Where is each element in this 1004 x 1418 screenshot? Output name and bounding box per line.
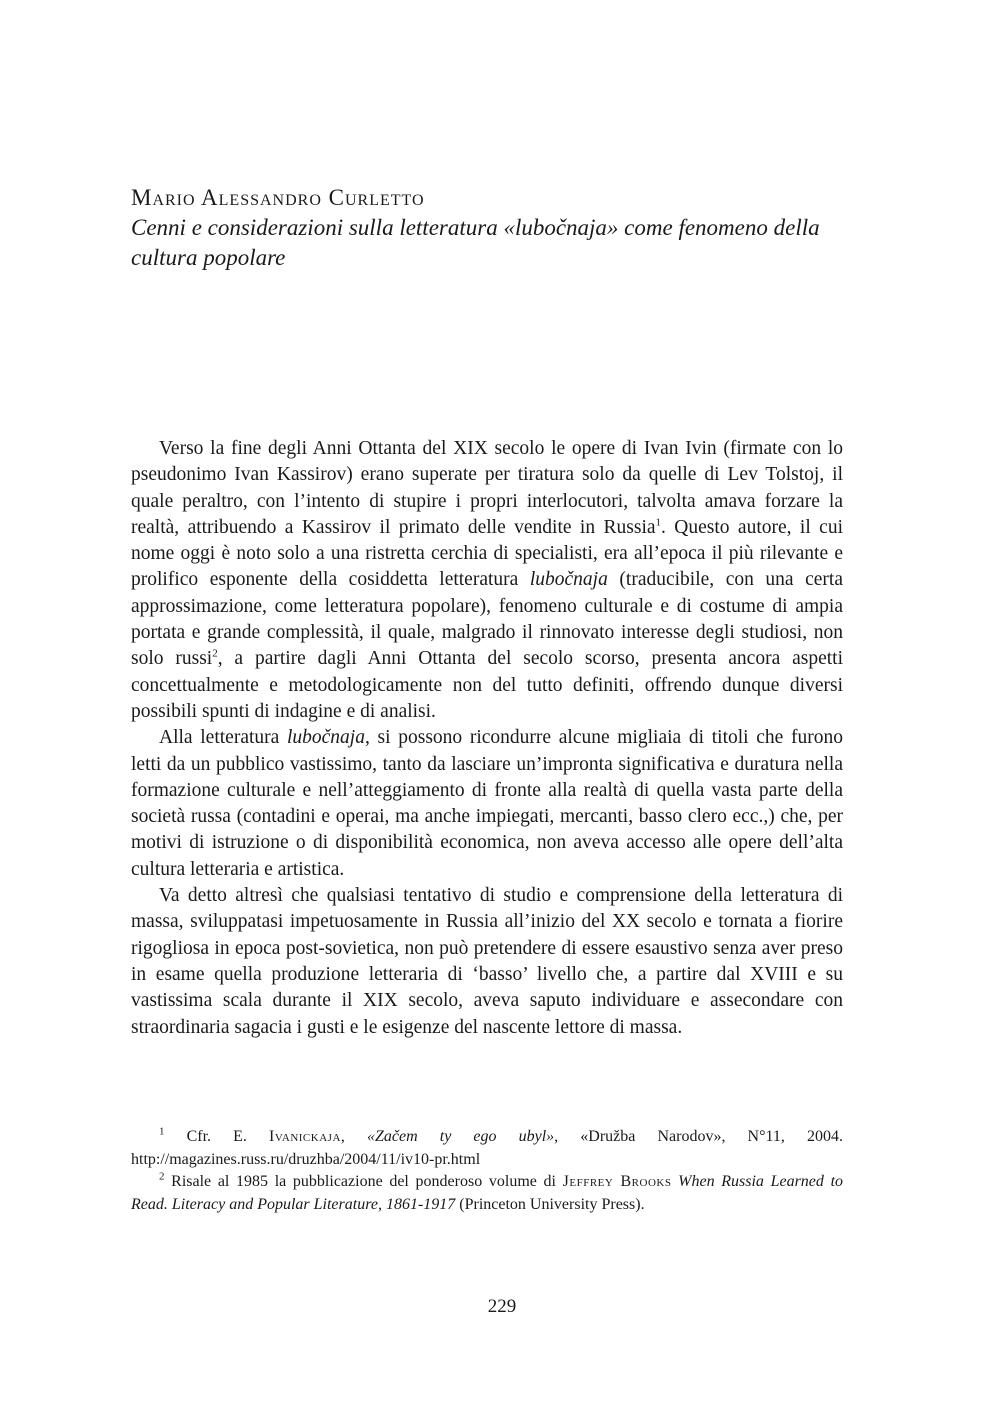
- paragraph-3: Va detto altresì che qualsiasi tentativo di studio e comprensione della letteratura di massa, sviluppatasi impetuosamente in Russia all’inizio del XX secolo e tornata a fiorire rigogliosa in epoca post-sovietica, non può pretendere di essere esaustivo senza aver preso in esame quella produzione letteraria di ‘basso’ livello che, a partire dal XVIII e su vastissima scala durante il XIX secolo, aveva saputo individuare e assecondare con straordinaria sagacia i gusti e le esigenze del nascente lettore di massa.: [131, 885, 843, 1038]
- main-text: [131, 436, 843, 1041]
- paragraph-1: [131, 436, 843, 725]
- paragraph-2-text-a: Alla letteratura: [159, 727, 287, 749]
- term-lubocnaja: lubočnaja: [529, 569, 608, 591]
- footnote-2-text-c: (Princeton University Press).: [455, 1195, 645, 1213]
- paragraph-1-text-b: . Questo autore, il cui nome oggi è noto solo a una ristretta cerchia di specialisti, era all’epoca il più rilevante e prolifico esponente della cosiddetta letteratura: [131, 516, 843, 591]
- author-name: Mario Alessandro Curletto: [131, 185, 425, 210]
- paragraph-1-text-c: (traducibile, con una certa approssimazione, come letteratura popolare), fenomeno culturale e di costume di ampia portata e grande complessità, il quale, malgrado il rinnovato interesse degli studiosi, non solo russi: [131, 569, 843, 670]
- paragraph-1-text-a: Verso la fine degli Anni Ottanta del XIX secolo le opere di Ivan Ivin (firmate con lo pseudonimo Ivan Kassirov) erano superate per tiratura solo da quelle di Lev Tolstoj, il quale peraltro, con l’intento di stupire i propri interlocutori, talvolta amava forzare la realtà, attribuendo a Kassirov il primato delle vendite in Russia: [131, 438, 843, 538]
- term-lubocnaja: lubočnaja: [286, 727, 365, 749]
- footnote-2: [131, 1171, 843, 1216]
- footnote-2-work-title: When Russia Learned to Read. Literacy and Popular Literature, 1861-1917: [131, 1173, 844, 1213]
- footnote-1-text-c: , «Družba Narodov», N°11, 2004. http://magazines.russ.ru/druzhba/2004/11/iv10-pr.html: [131, 1128, 844, 1168]
- page-number: 229: [487, 1296, 517, 1317]
- footnote-marker-1: 1: [159, 1125, 165, 1138]
- footnote-1-work-title: «Začem ty ego ubyl»: [367, 1128, 555, 1145]
- footnote-1-text-b: ,: [340, 1128, 367, 1145]
- footnote-1: [131, 1126, 843, 1171]
- footnote-ref-2: 2: [212, 647, 218, 660]
- paragraph-1-text-d: , a partire dagli Anni Ottanta del secolo scorso, presenta ancora aspetti concettualmente e metodologicamente non del tutto definiti, offrendo dunque diversi possibili spunti di indagine e di analisi.: [131, 648, 843, 722]
- footnotes: [131, 1126, 843, 1216]
- footnote-1-author: Ivanickaja: [269, 1128, 341, 1145]
- footnote-marker-2: 2: [159, 1170, 165, 1183]
- footnote-2-author: Jeffrey Brooks: [562, 1173, 672, 1190]
- footnote-ref-1: 1: [655, 516, 662, 529]
- paragraph-2: [131, 725, 843, 883]
- chapter-title: Cenni e considerazioni sulla letteratura «lubočnaja» come fenomeno della cultura popolare: [131, 215, 820, 270]
- chapter-header: [131, 183, 851, 273]
- footnote-1-text-a: Cfr. E.: [164, 1128, 270, 1145]
- footnote-2-text-a: Risale al 1985 la pubblicazione del ponderoso volume di: [164, 1173, 563, 1190]
- paragraph-2-text-b: , si possono ricondurre alcune migliaia di titoli che furono letti da un pubblico vastissimo, tanto da lasciare un’impronta significativa e duratura nella formazione culturale e nell’atteggiamento di fronte alla realtà di quella vasta parte della società russa (contadini e operai, ma anche impiegati, mercanti, basso clero ecc.,) che, per motivi di istruzione o di disponibilità economica, non aveva accesso alle opere dell’alta cultura letteraria e artistica.: [131, 727, 843, 880]
